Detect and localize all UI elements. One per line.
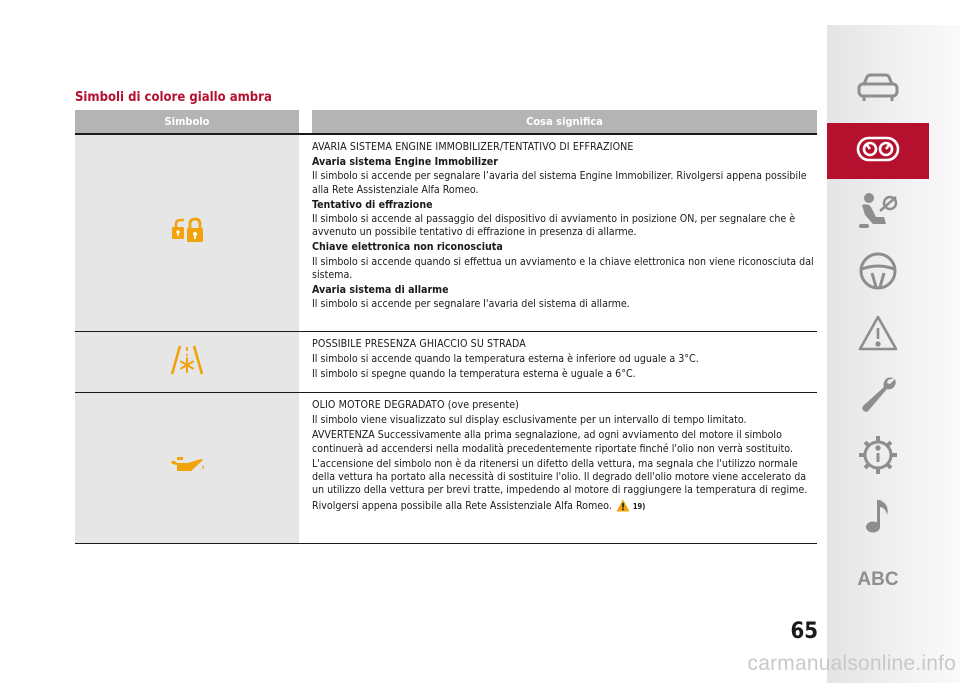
header-meaning: Cosa significa [312, 110, 817, 133]
subheading: Tentativo di effrazione [312, 198, 433, 211]
warning-triangle-icon [857, 314, 899, 356]
sidebar-item-maintenance[interactable] [827, 368, 929, 424]
paragraph: AVVERTENZA Successivamente alla prima segnalazione, ad ogni avviamento del motore il simbolo continuerà ad accendersi nella modalità precedentemente riportate finché l'olio non verrà sostituito. [312, 429, 793, 455]
sidebar-item-multimedia[interactable] [827, 490, 929, 546]
sidebar-item-technical[interactable] [827, 429, 929, 485]
paragraph: Il simbolo si accende al passaggio del dispositivo di avviamento in posizione ON, per segnalare che è avvenuto un possibile tentativo di effrazione in presenza di allarme. [312, 213, 796, 239]
music-note-icon [863, 497, 893, 539]
table-header [75, 110, 817, 135]
sidebar-item-safety[interactable] [827, 185, 929, 241]
oil-can-icon [168, 456, 206, 480]
paragraph: Il simbolo si accende quando si effettua un avviamento e la chiave elettronica non viene riconosciuta dal sistema. [312, 255, 814, 281]
meaning-cell [299, 393, 817, 543]
sidebar-item-dashboard[interactable] [827, 123, 929, 179]
ice-road-icon [170, 344, 204, 380]
car-icon [856, 72, 900, 108]
note-reference: 19) [632, 502, 646, 512]
paragraph: Il simbolo viene visualizzato sul display esclusivamente per un intervallo di tempo limitato. [312, 414, 747, 427]
symbol-cell [75, 135, 299, 331]
meaning-cell [299, 135, 817, 331]
symbols-table [75, 110, 817, 544]
paragraph [312, 499, 817, 516]
paragraph: Il simbolo si accende quando la temperatura esterna è inferiore od uguale a 3°C. [312, 353, 699, 366]
subheading: Avaria sistema di allarme [312, 284, 449, 297]
dashboard-gauges-icon [856, 136, 900, 166]
paragraph: Il simbolo si spegne quando la temperatura esterna è uguale a 6°C. [312, 368, 636, 381]
header-symbol: Simbolo [75, 110, 299, 133]
subheading: Avaria sistema Engine Immobilizer [312, 156, 498, 169]
sidebar-item-emergency[interactable] [827, 307, 929, 363]
airbag-person-icon [856, 191, 900, 235]
table-row [75, 135, 817, 332]
sidebar-item-index[interactable]: ABC [857, 569, 899, 590]
info-gear-icon [857, 434, 899, 480]
paragraph: Il simbolo si accende per segnalare l’avaria del sistema Engine Immobilizer. Rivolgersi appena possibile alla Rete Assistenziale Alfa Romeo. [312, 170, 807, 196]
page-number: 65 [790, 619, 818, 644]
steering-wheel-icon [858, 251, 898, 295]
sidebar-item-driving[interactable] [827, 245, 929, 301]
warning-icon [616, 499, 630, 516]
wrench-icon [858, 374, 898, 418]
sidebar-item-car[interactable] [827, 62, 929, 118]
watermark: carmanualsonline.info [747, 652, 956, 675]
chapter-sidebar [827, 25, 960, 683]
symbol-cell [75, 332, 299, 392]
symbol-cell [75, 393, 299, 543]
subheading: Chiave elettronica non riconosciuta [312, 241, 503, 254]
section-title: Simboli di colore giallo ambra [75, 90, 272, 105]
meaning-cell [299, 332, 817, 392]
row-heading: POSSIBILE PRESENZA GHIACCIO SU STRADA [312, 338, 526, 350]
table-row [75, 332, 817, 393]
table-row [75, 393, 817, 544]
immobilizer-lock-icon [170, 217, 204, 249]
paragraph: Il simbolo si accende per segnalare l'avaria del sistema di allarme. [312, 298, 630, 311]
paragraph: L'accensione del simbolo non è da ritenersi un difetto della vettura, ma segnala che l'utilizzo normale della vettura ha portato alla necessità di sostituire l'olio. Il degrado dell'olio motore viene accelerato da un utilizzo della vettura per brevi tratte, impedendo al motore di raggiungere la temperatura di regime. [312, 457, 808, 497]
row-heading: OLIO MOTORE DEGRADATO (ove presente) [312, 399, 519, 411]
row-heading: AVARIA SISTEMA ENGINE IMMOBILIZER/TENTATIVO DI EFFRAZIONE [312, 141, 634, 153]
paragraph-text: Rivolgersi appena possibile alla Rete Assistenziale Alfa Romeo. [312, 500, 612, 513]
